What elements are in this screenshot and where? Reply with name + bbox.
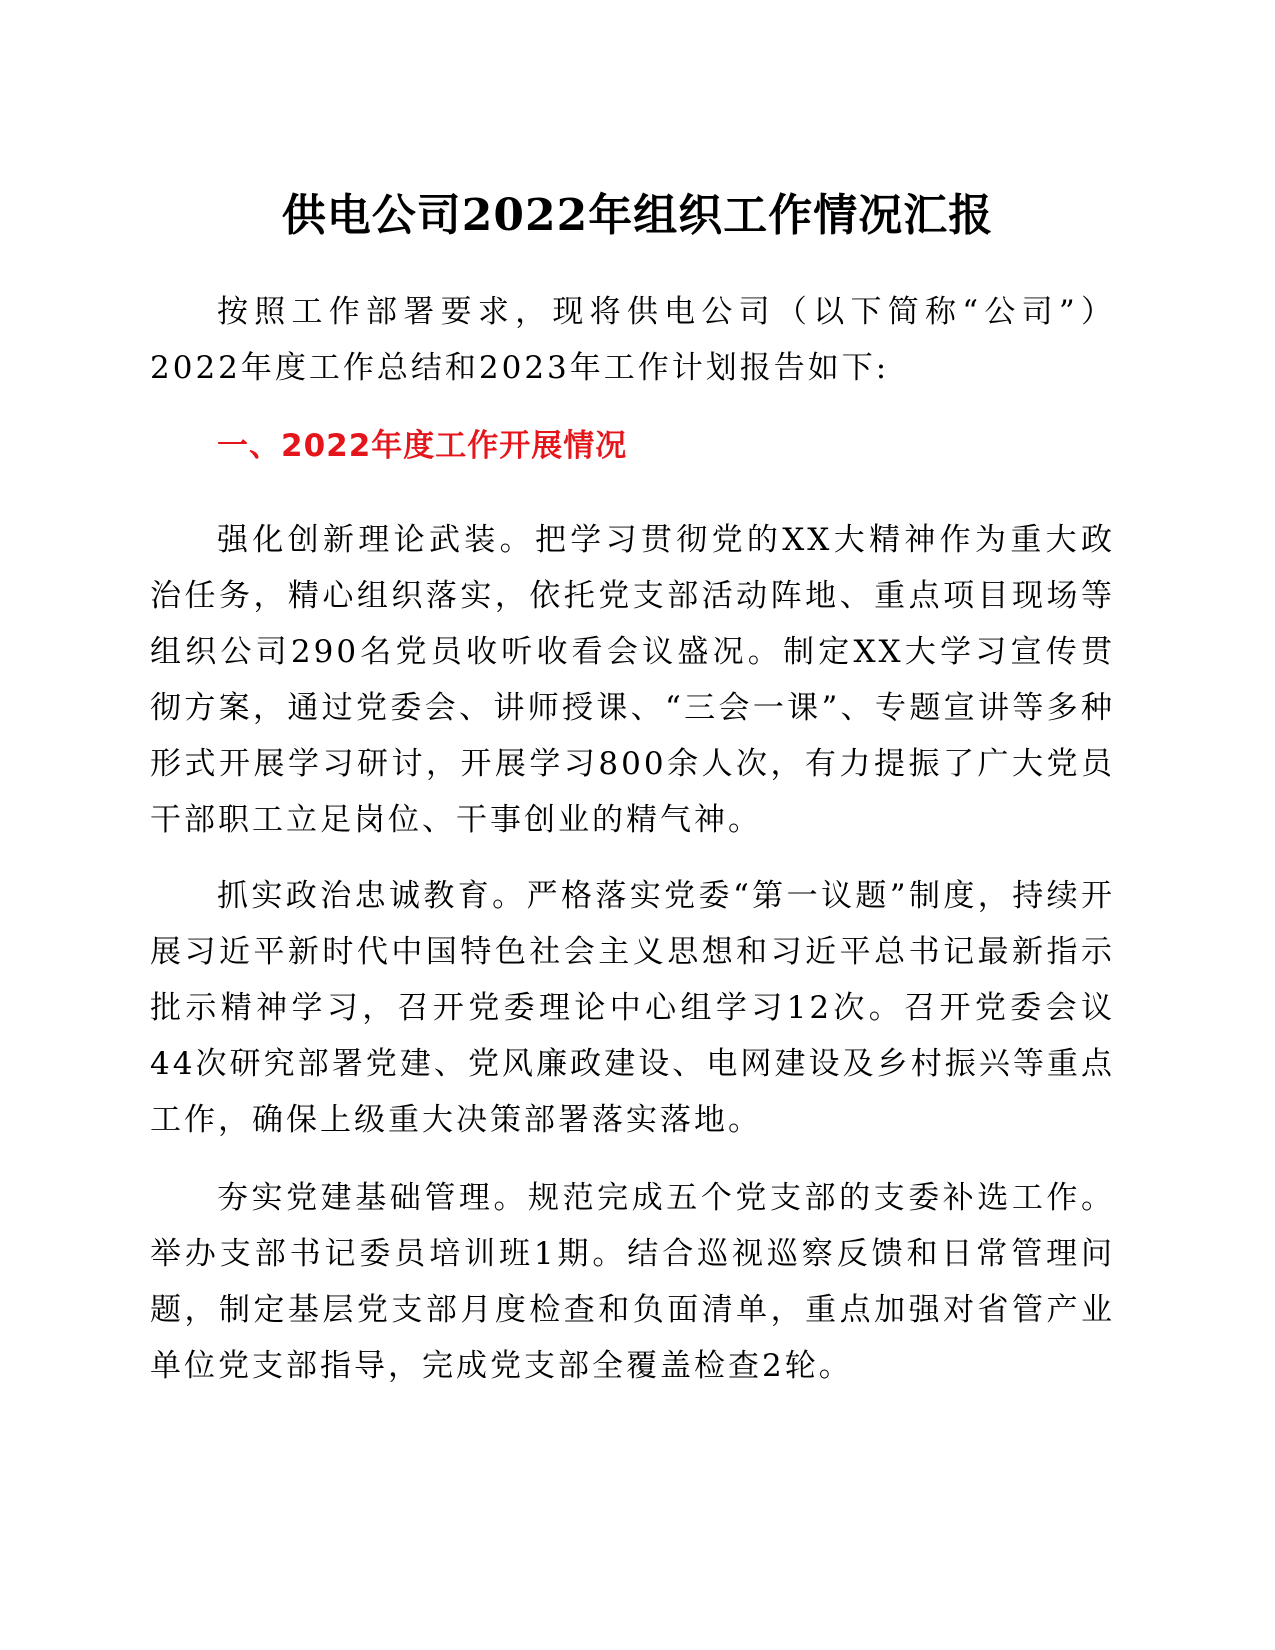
document-title: 供电公司2022年组织工作情况汇报 bbox=[281, 190, 994, 241]
paragraph-political-education: 抓实政治忠诚教育。严格落实党委“第一议题”制度，持续开展习近平新时代中国特色社会主义思想和习近平总书记最新指示批示精神学习，召开党委理论中心组学习12次。召开党委会议44次研究部署党建、党风廉政建设、电网建设及乡村振兴等重点工作，确保上级重大决策部署落实落地。 bbox=[150, 878, 1115, 1138]
intro-paragraph: 按照工作部署要求，现将供电公司（以下简称“公司”）2022年度工作总结和2023年工作计划报告如下: bbox=[150, 294, 1115, 386]
paragraph-party-management: 夯实党建基础管理。规范完成五个党支部的支委补选工作。举办支部书记委员培训班1期。结合巡视巡察反馈和日常管理问题，制定基层党支部月度检查和负面清单，重点加强对省管产业单位党支部指导，完成党支部全覆盖检查2轮。 bbox=[150, 1180, 1115, 1384]
section-heading: 一、2022年度工作开展情况 bbox=[217, 428, 628, 464]
paragraph-theory-study: 强化创新理论武装。把学习贯彻党的XX大精神作为重大政治任务，精心组织落实，依托党支部活动阵地、重点项目现场等组织公司290名党员收听收看会议盛况。制定XX大学习宣传贯彻方案，通过党委会、讲师授课、“三会一课”、专题宣讲等多种形式开展学习研讨，开展学习800余人次，有力提振了广大党员干部职工立足岗位、干事创业的精气神。 bbox=[150, 522, 1115, 838]
